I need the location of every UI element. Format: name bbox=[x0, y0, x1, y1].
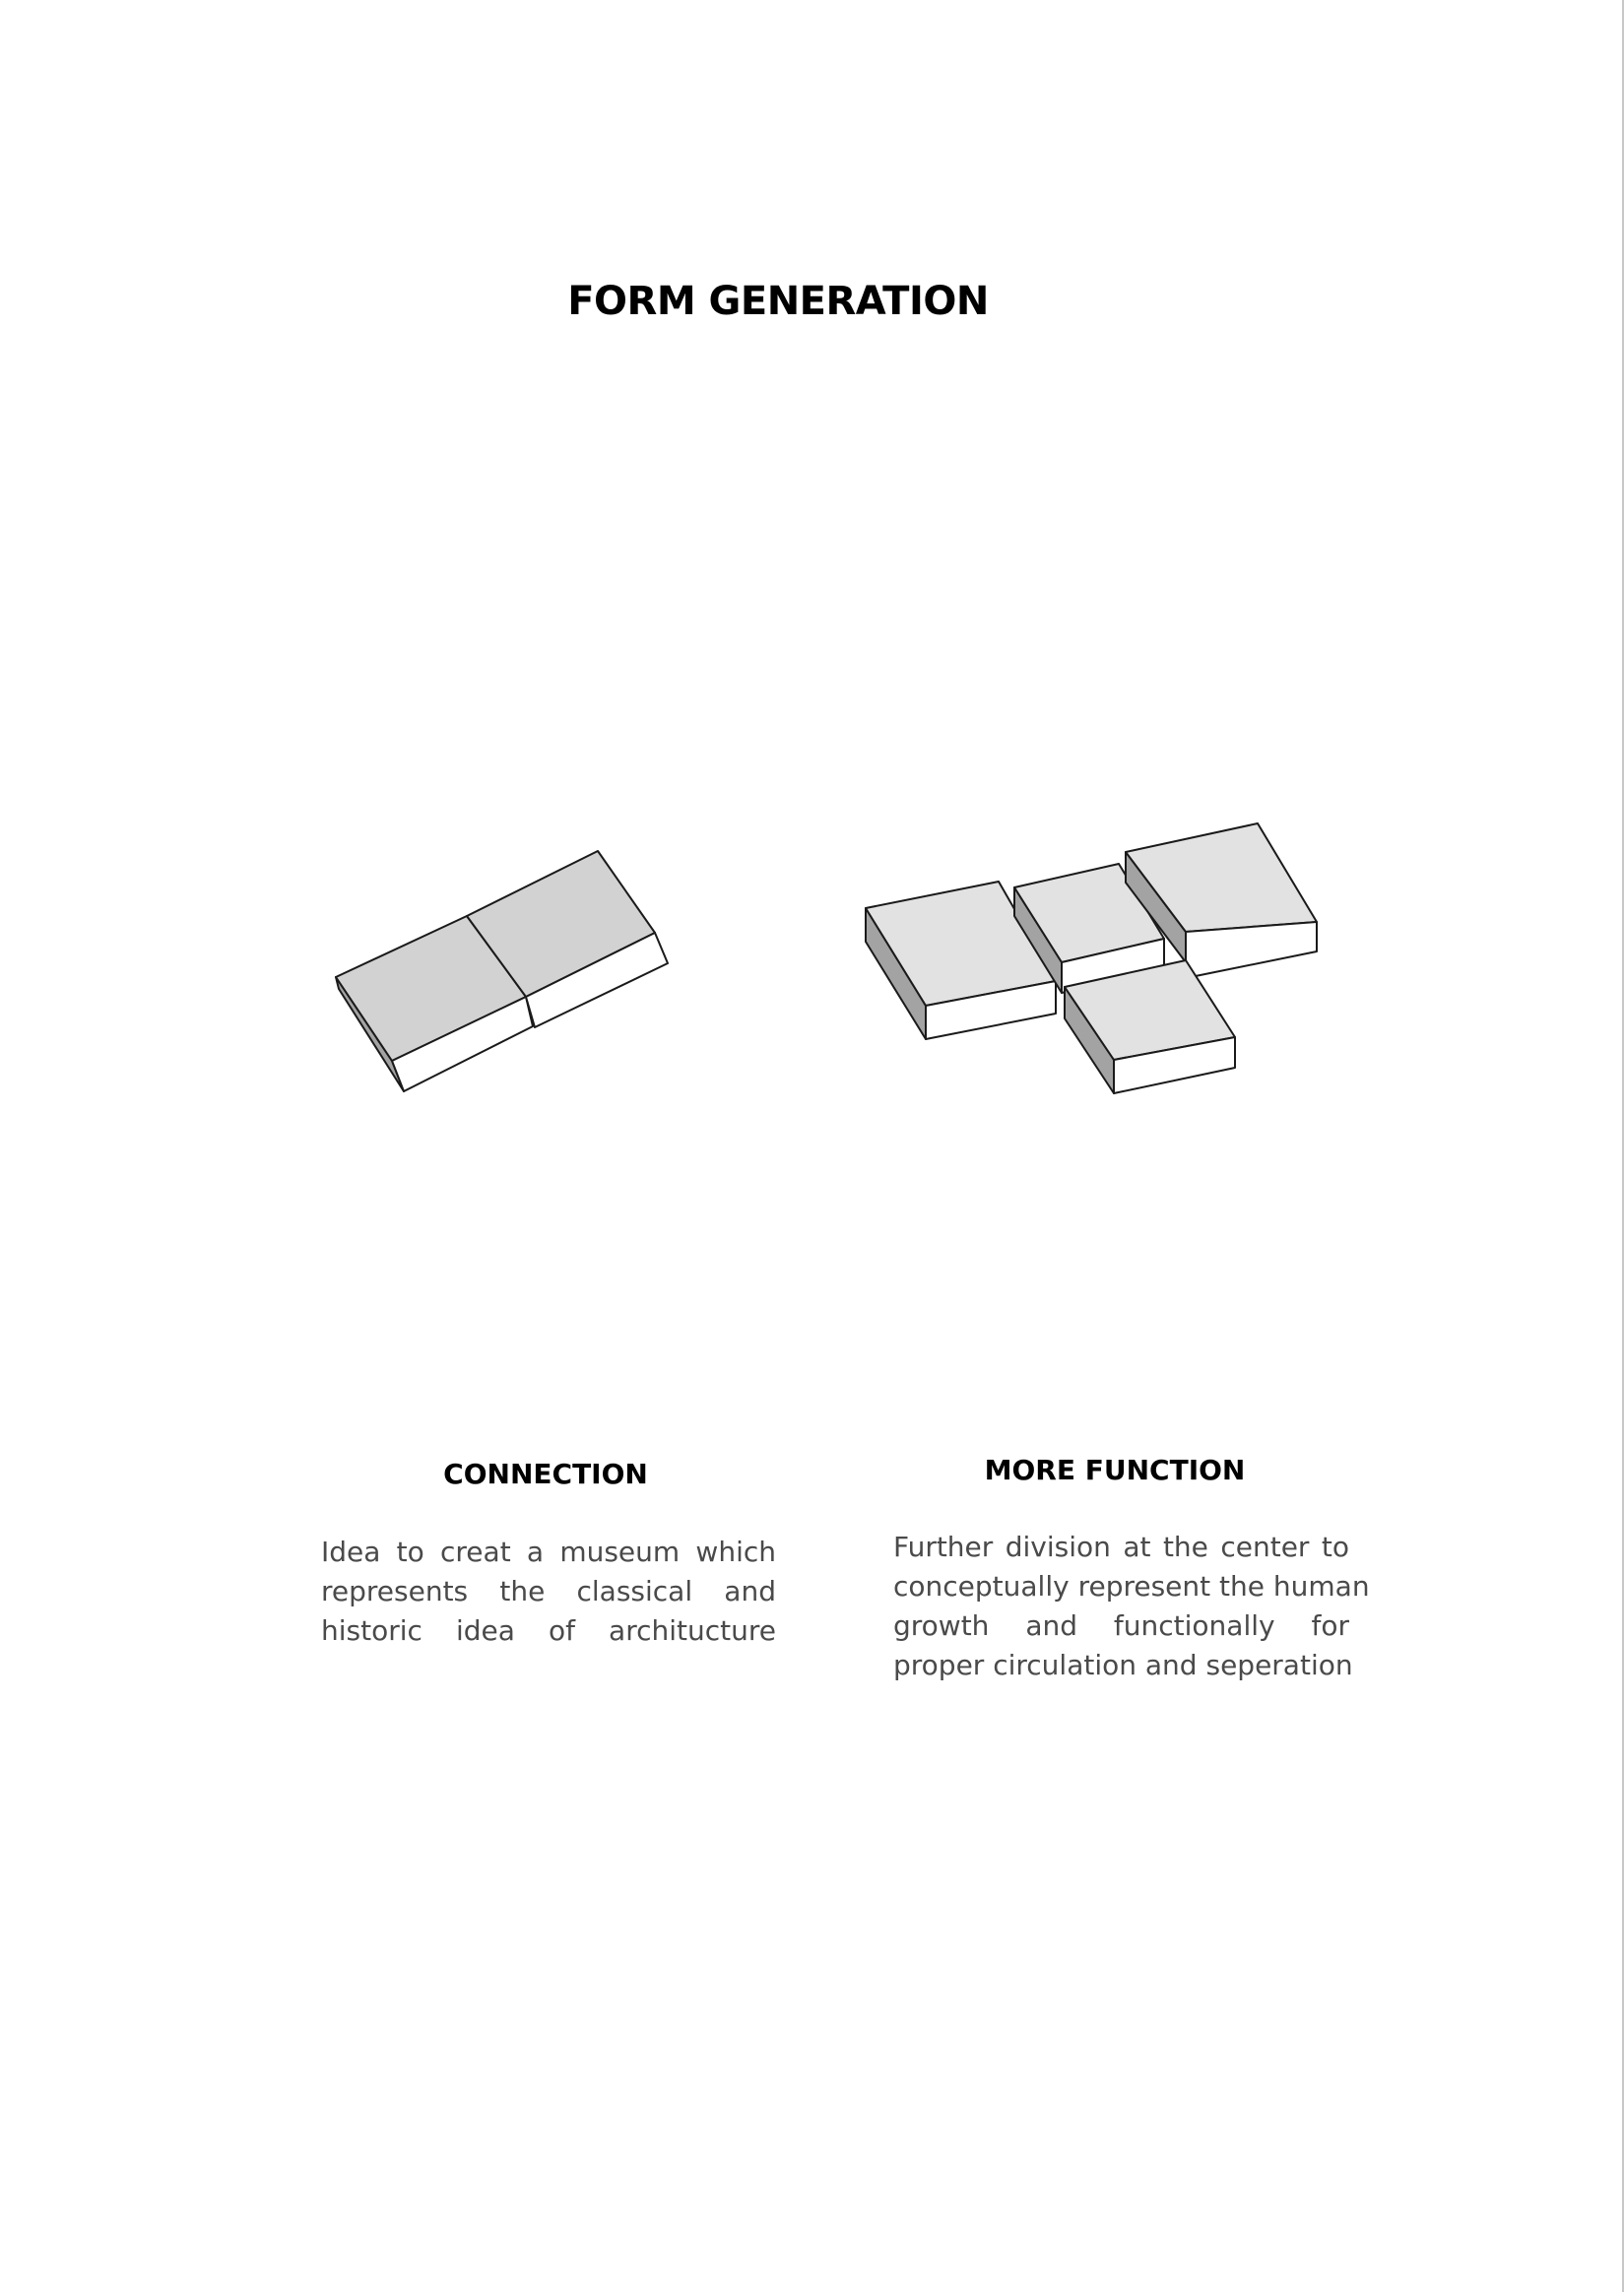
connection-slab-right-front bbox=[526, 933, 668, 1027]
function-slab-b-front bbox=[1062, 939, 1164, 993]
connection-slab-left-front bbox=[392, 997, 533, 1091]
connection-line-2: represents the classical and bbox=[321, 1575, 776, 1607]
function-slab-c-front bbox=[1186, 922, 1317, 978]
more-function-line-2: conceptually represent the human bbox=[893, 1570, 1370, 1603]
function-slab-d-side bbox=[1065, 987, 1114, 1093]
connection-slab-right-top bbox=[467, 851, 655, 997]
more-function-diagram bbox=[866, 823, 1317, 1093]
more-function-line-1: Further division at the center to bbox=[893, 1531, 1349, 1563]
more-function-line-3: growth and functionally for bbox=[893, 1609, 1349, 1642]
more-function-description bbox=[893, 1528, 1370, 1685]
connection-diagram bbox=[336, 851, 668, 1091]
connection-line-3: historic idea of architucture bbox=[321, 1614, 776, 1647]
more-function-heading: MORE FUNCTION bbox=[984, 1454, 1246, 1486]
function-slab-a-top bbox=[866, 882, 1056, 1006]
function-slab-a-side bbox=[866, 908, 926, 1039]
connection-slab-left-side bbox=[336, 977, 404, 1091]
page-title: FORM GENERATION bbox=[567, 279, 989, 324]
connection-heading: CONNECTION bbox=[443, 1458, 648, 1490]
function-slab-b-side bbox=[1014, 887, 1062, 993]
connection-slab-left-top bbox=[336, 916, 526, 1061]
function-slab-c-top bbox=[1126, 823, 1317, 932]
more-function-line-4: proper circulation and seperation bbox=[893, 1649, 1353, 1681]
function-slab-a-front bbox=[926, 981, 1056, 1039]
function-slab-d-front bbox=[1114, 1037, 1235, 1093]
connection-line-1: Idea to creat a museum which bbox=[321, 1536, 776, 1568]
connection-description bbox=[321, 1533, 776, 1651]
function-slab-b-top bbox=[1014, 864, 1164, 962]
function-slab-c-side bbox=[1126, 852, 1186, 962]
function-slab-d-top bbox=[1065, 960, 1235, 1060]
